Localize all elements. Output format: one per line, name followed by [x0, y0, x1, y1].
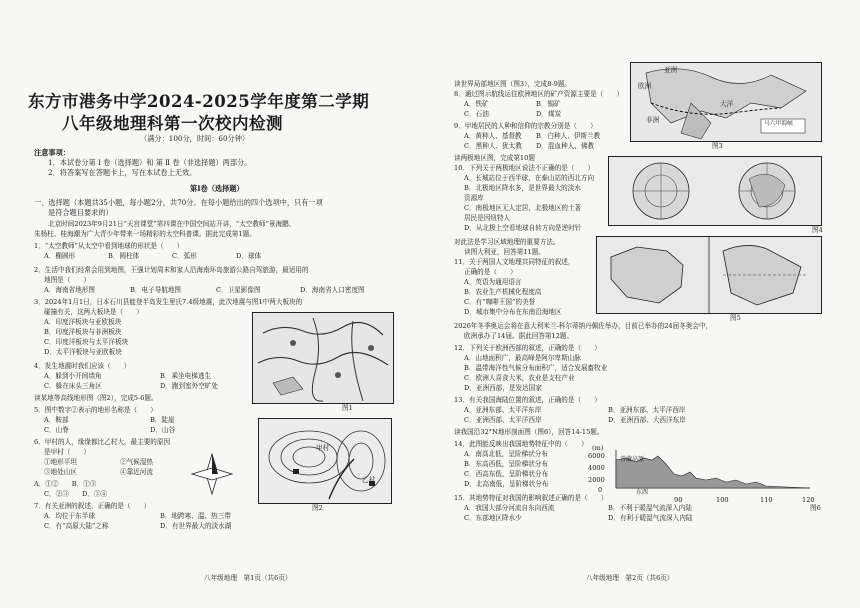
fig3-label-africa: 非洲 [646, 116, 660, 124]
question-q4-text: 4．发生地震时我们应该（ ） [34, 362, 131, 370]
question-q4-option: C．躲在床头三角区 [44, 382, 102, 390]
question-q9-option: A．黄种人、基督教 [464, 132, 522, 140]
fig6-tick-2000: 2000 [588, 476, 605, 484]
question-q6-text: 6．甲村的人，缘缘都比乙村大，最主要的原因 [34, 438, 171, 446]
question-q12-option: C．欧洲人喜食大米，农业是支柱产业 [464, 374, 575, 382]
question-q5-option: B．陡崖 [150, 416, 175, 424]
question-q3-option: D．太平洋板块与亚欧板块 [44, 348, 122, 356]
question-q4-option: D．跑到室外空旷处 [160, 382, 219, 390]
question-q2-option: A．海南省地形图 [44, 286, 95, 294]
exam-meta: （满分：100分，时间：60分钟） [140, 134, 250, 143]
question-q10-option: D．从北极上空看地球自转方向是逆时针 [464, 224, 582, 232]
question-q11-text: 正确的是（ ） [464, 268, 517, 276]
question-q7-option: A．均位于东半球 [44, 512, 95, 520]
question-q7-option: D．有世界最大的淡水湖 [160, 522, 232, 530]
question-q6-option: ②气候湿热 [120, 458, 153, 466]
fig6-tick-6000: 6000 [588, 452, 605, 460]
question-q13-option: B．亚洲东部、太平洋西岸 [608, 406, 686, 414]
question-q15-option: C．东部地区降水少 [464, 514, 522, 522]
question-q8-option: B．锡矿 [536, 100, 561, 108]
question-q9-option: B．白种人、伊斯兰教 [536, 132, 601, 140]
question-q10-text: 10．下列关于两极地区说法不正确的是（ ） [454, 164, 595, 172]
question-q9-option: C．黑种人、犹太教 [464, 142, 522, 150]
fig6-tick-100: 100 [716, 496, 729, 504]
question-q8-option: D．煤炭 [536, 110, 562, 118]
question-q9-option: D．混血种人、佛教 [536, 142, 595, 150]
context-1: 北京时间2023年9月21日“天宫课堂”第四课在中国空间站开讲，“太空教师”景海鹏、 [48, 220, 296, 228]
fig6-tick-0: 0 [598, 486, 603, 494]
question-q7-option: B．地跨寒、温、热三带 [160, 512, 231, 520]
question-q2-text: 地图是（ ） [44, 276, 91, 284]
question-q13ctx-text: 读我国沿32°N地形剖面图（图6），回答14-15题。 [454, 428, 604, 436]
question-q5-option: C．山脊 [44, 426, 69, 434]
question-q11-text: 11．关于两国人文地理共同特征的叙述， [454, 258, 575, 266]
question-q7ctx-text: 读世界局部地区图（图3），完成8-9题。 [454, 80, 572, 88]
question-q15-option: D．有利于暖湿气流深入内陆 [608, 514, 693, 522]
question-q13-option: D．亚洲西部、大西洋东岸 [608, 416, 686, 424]
question-q12-option: A．山地面积广，最高峰是阿尔卑斯山脉 [464, 354, 581, 362]
figure-5-country-maps [596, 236, 822, 314]
question-q10-option: A．长城站位于西半球，在泰山站的西北方向 [464, 174, 595, 182]
question-q7-text: 7．有关亚洲的叙述，正确的是（ ） [34, 502, 151, 510]
section-intro-2: 是符合题目要求的） [48, 208, 113, 217]
question-q3-text: 3．2024年1月1日，日本石川县能登半岛发生里氏7.4级地震，此次地震与图1中两大板块的 [34, 298, 303, 306]
question-q11-option: B．农业生产机械化程度高 [464, 288, 542, 296]
question-q15-option: B．不利于暖湿气流深入内陆 [608, 504, 692, 512]
question-q1-option: C．弧形 [172, 252, 197, 260]
question-q1-option: A．椭圆形 [44, 252, 76, 260]
question-q6-text: 是甲村（ ） [44, 448, 91, 456]
question-q4-option: A．躲到小开间墙角 [44, 372, 102, 380]
question-q2-text: 2．生活中我们经常会用到地图，王强计划周末和家人沿海南环岛旅游公路自驾旅游，最适用的 [34, 266, 309, 274]
fig2-label-jia: 甲村 [316, 444, 330, 452]
question-q15-text: 15．其地势特征对我国的影响叙述正确的是（ ） [454, 494, 608, 502]
figure-6-caption: 图6 [810, 504, 821, 512]
fig6-tick-4000: 4000 [588, 464, 605, 472]
question-q14-option: D．北高南低，呈阶梯状分布 [464, 480, 549, 488]
question-q10-option: 资源库 [464, 194, 484, 202]
figure-6-terrain-profile [596, 446, 820, 496]
question-q14-option: B．东高西低，呈阶梯状分布 [464, 460, 548, 468]
question-q2-option: B．电子导航地图 [130, 286, 182, 294]
figure-4-polar-maps [608, 156, 822, 226]
fig3-label-asia: 亚洲 [664, 66, 678, 74]
question-q14-option: A．南高北低，呈阶梯状分布 [464, 450, 548, 458]
figure-2-caption: 图2 [312, 504, 323, 512]
question-q11-option: D．城市集中分布在东南沿海地区 [464, 308, 562, 316]
question-q13-option: C．亚洲西部、太平洋西岸 [464, 416, 542, 424]
question-q6-option: ④靠近河流 [120, 468, 153, 476]
question-q10-option: B．北极地区降水多，是世界最大的淡水 [464, 184, 581, 192]
fig3-label-strait: 马六甲海峡 [764, 121, 793, 127]
question-q10-option: C．南极地区无人定居，北极地区的土著 [464, 204, 582, 212]
figure-5-caption: 图5 [730, 314, 741, 322]
question-q13-text: 13．有关我国海陆位置的叙述，正确的是（ ） [454, 396, 601, 404]
figure-1-plate-map [252, 312, 394, 404]
question-q15-option: A．我国大部分河流自东向西流 [464, 504, 555, 512]
question-q1-text: 1．“太空教师”从太空中看到地球的形状是（ ） [34, 242, 184, 250]
question-q2-option: D．海南省人口密度图 [300, 286, 365, 294]
question-q3-option: A．印度洋板块与亚欧板块 [44, 318, 122, 326]
question-q7-option: C．有“高原大陆”之称 [44, 522, 109, 530]
fig6-unit: (m) [592, 444, 604, 452]
section-heading: 第Ⅰ卷（选择题） [190, 184, 244, 193]
question-q9ctx-text: 读两极地区图，完成第10题 [454, 154, 535, 162]
question-q3-option: B．印度洋板块与非洲板块 [44, 328, 122, 336]
context-2: 朱杨柱、桂海潮为广大青少年带来一场精彩的太空科普课。据此完成第1题。 [34, 230, 256, 238]
fig2-label-yi: 乙村 [362, 476, 376, 484]
question-q8-option: A．铁矿 [464, 100, 489, 108]
fig6-tick-110: 110 [760, 496, 773, 504]
fig3-label-ocean: 大洋 [720, 100, 734, 108]
question-q12-option: B．温带海洋性气候分布面积广，适合发展畜牧业 [464, 364, 608, 372]
question-q1-option: B．圆柱体 [108, 252, 140, 260]
footer-left: 八年级地理 第1页（共6页） [204, 574, 292, 582]
section-intro-1: 一、选择题（本题共35小题，每小题2分，共70分。在每小题给出的四个选项中，只有一项 [34, 198, 323, 207]
question-q9-text: 9．甲地居民的人种和信仰的宗教分别是（ ） [454, 122, 597, 130]
fig3-label-europe: 欧洲 [638, 82, 652, 90]
question-q12ctx-text: 欧洲承办了14届。据此回答第12题。 [464, 332, 574, 340]
fig6-tick-90: 90 [674, 496, 683, 504]
notice-1: 1．本试卷分第 Ⅰ 卷（选择题）和 第 Ⅱ 卷（非选择题）两部分。 [48, 158, 252, 167]
figure-2-contour-map [258, 418, 392, 504]
figure-3-caption: 图3 [712, 142, 723, 150]
question-q10ctx-text: 读图大利亚，回答第11题。 [464, 248, 545, 256]
question-q3-option: C．印度洋板块与太平洋板块 [44, 338, 129, 346]
question-q6-option: ③地处山区 [44, 468, 77, 476]
question-q5-text: 5．图中数字②表示的地形名称是（ ） [34, 406, 157, 414]
question-q11-option: A．英语为通用语言 [464, 278, 522, 286]
question-q6opt-text: C．②③ D．③④ [44, 490, 108, 498]
question-q14-text: 14．此图能反映出我国地势特征中的（ ） [454, 440, 588, 448]
question-q12-text: 12．下列关于欧洲西部的叙述，正确的是（ ） [454, 344, 601, 352]
footer-right: 八年级地理 第2页（共6页） [586, 574, 674, 582]
figure-1-caption: 图1 [342, 404, 353, 412]
question-q5-option: A．鞍部 [44, 416, 69, 424]
fig6-label-plateau: 青藏高原 [620, 456, 645, 463]
right-page [440, 0, 860, 608]
question-q12ctx-text: 2026年冬季奥运会将在意大利米兰-科尔蒂纳丹佩佐举办，目前已举办的24届冬奥会中， [454, 322, 713, 330]
question-q5-option: D．山谷 [150, 426, 176, 434]
figure-4-caption: 图4 [812, 226, 823, 234]
question-q1-option: D．球体 [236, 252, 262, 260]
notice-title: 注意事项： [34, 148, 70, 157]
fig6-label-ew: 东西 [636, 489, 649, 496]
question-q8-text: 8．通过图示航线运往欧洲地区的矿产资源主要是（ ） [454, 90, 624, 98]
question-q6-option: ①地形平坦 [44, 458, 77, 466]
question-q2-option: C．卫星影像图 [216, 286, 261, 294]
question-q4-option: B．乘坐电梯逃生 [160, 372, 212, 380]
question-q14-option: C．西高东低，呈阶梯状分布 [464, 470, 549, 478]
question-q12-option: D．亚洲西部，是发达国家 [464, 384, 542, 392]
question-q10ctx-text: 对此法是学习区域地理的重要方法。 [454, 238, 560, 246]
question-q3-text: 碰撞有关，这两大板块是（ ） [44, 308, 143, 316]
question-q6opt-text: A．①② B．①③ [34, 480, 97, 488]
question-q8-option: C．石油 [464, 110, 489, 118]
exam-title-line1: 东方市港务中学2024-2025学年度第二学期 [28, 92, 370, 111]
exam-title-line2: 八年级地理科第一次校内检测 [62, 114, 283, 133]
fig6-tick-120: 120 [802, 496, 815, 504]
notice-2: 2．将答案写在答题卡上，写在本试卷上无效。 [48, 168, 197, 177]
question-q11-option: C．有“咖啡王国”的美誉 [464, 298, 536, 306]
compass-sketch [188, 450, 236, 498]
question-q13-option: A．亚洲东部、太平洋东岸 [464, 406, 542, 414]
question-q10-option: 居民是因纽特人 [464, 214, 511, 222]
question-q4b-text: 读某地等高线地形图（图2），完成5-6题。 [34, 394, 158, 402]
